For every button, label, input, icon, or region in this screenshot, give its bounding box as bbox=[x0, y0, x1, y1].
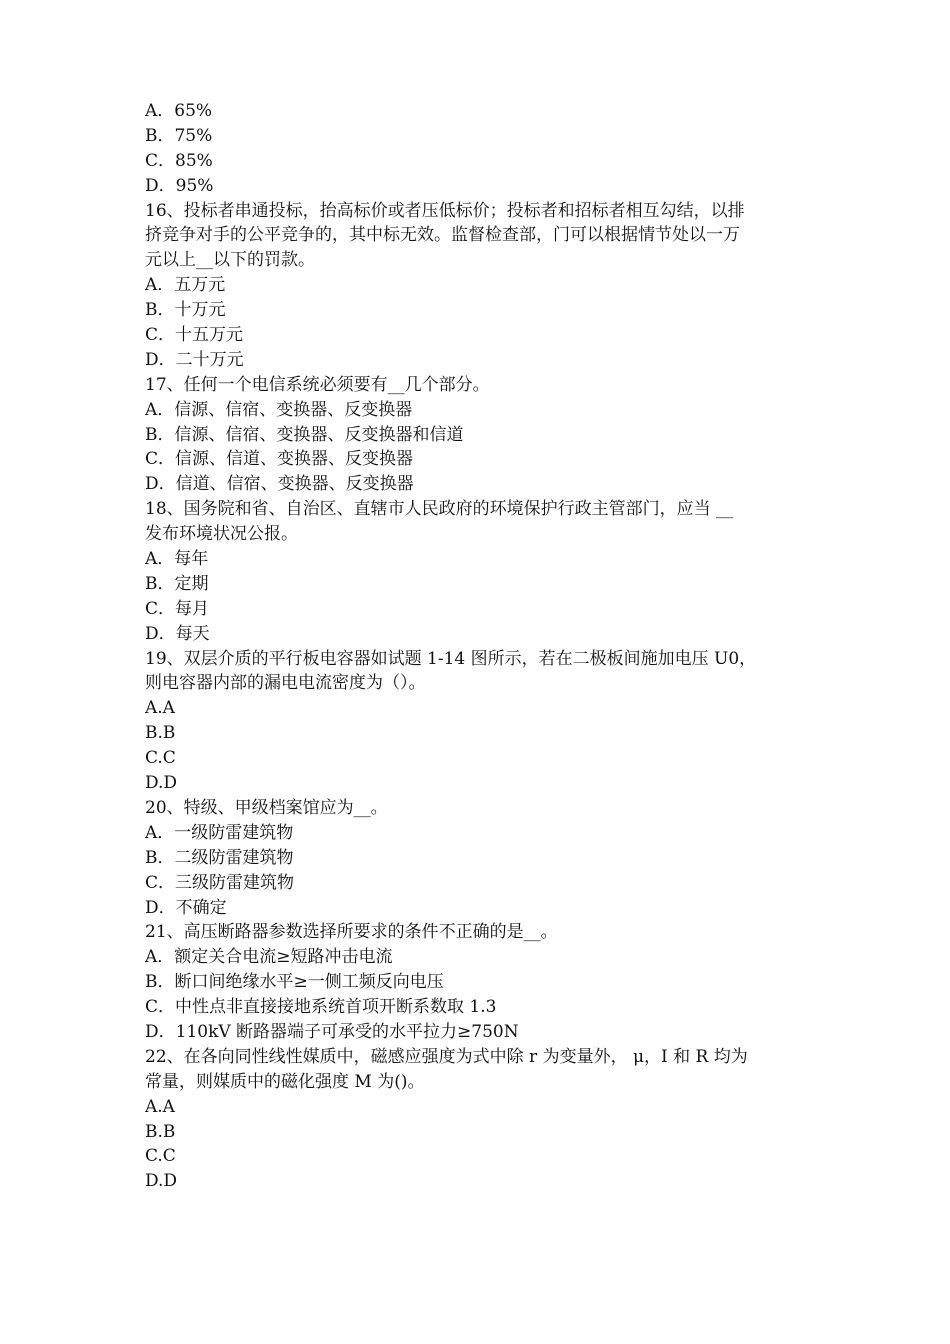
option-line: C．85% bbox=[145, 150, 213, 171]
document-page bbox=[145, 99, 815, 1194]
option-line: A．每年 bbox=[145, 549, 209, 570]
question-22-text: 22、在各向同性线性媒质中，磁感应强度为式中除 r 为变量外， μ，I 和 R 均为 bbox=[145, 1046, 748, 1067]
option-line: A.A bbox=[145, 1096, 175, 1117]
option-line: C．十五万元 bbox=[145, 325, 244, 346]
option-line: C．每月 bbox=[145, 598, 210, 619]
option-line: C．三级防雷建筑物 bbox=[145, 872, 295, 893]
option-line: D.D bbox=[145, 1171, 178, 1192]
option-line: B．定期 bbox=[145, 573, 209, 594]
option-line: A．额定关合电流≥短路冲击电流 bbox=[145, 947, 393, 968]
question-20-text: 20、特级、甲级档案馆应为__。 bbox=[145, 797, 388, 818]
option-line: C.C bbox=[145, 1146, 176, 1167]
option-line: A．五万元 bbox=[145, 275, 226, 296]
question-18-text: 发布环境状况公报。 bbox=[145, 524, 298, 545]
question-19-text: 19、双层介质的平行板电容器如试题 1-14 图所示，若在二极板间施加电压 U0， bbox=[145, 648, 757, 669]
option-line: D．不确定 bbox=[145, 897, 227, 918]
question-16-text: 16、投标者串通投标，抬高标价或者压低标价；投标者和招标者相互勾结，以排 bbox=[145, 200, 745, 221]
option-line: C．中性点非直接接地系统首项开断系数取 1.3 bbox=[145, 997, 497, 1018]
option-line: D．二十万元 bbox=[145, 349, 244, 370]
option-line: A．信源、信宿、变换器、反变换器 bbox=[145, 399, 413, 420]
question-16-text: 元以上__以下的罚款。 bbox=[145, 250, 315, 271]
option-line: C.C bbox=[145, 748, 176, 769]
question-16-text: 挤竞争对手的公平竞争的，其中标无效。监督检查部，门可以根据情节处以一万 bbox=[145, 225, 740, 246]
option-line: D．95% bbox=[145, 175, 214, 196]
question-19-text: 则电容器内部的漏电电流密度为（）。 bbox=[145, 673, 426, 694]
option-line: D．信道、信宿、变换器、反变换器 bbox=[145, 474, 414, 495]
question-22-text: 常量，则媒质中的磁化强度 M 为()。 bbox=[145, 1071, 425, 1092]
option-line: D.D bbox=[145, 773, 178, 794]
option-line: A．65% bbox=[145, 101, 213, 121]
option-line: B.B bbox=[145, 723, 176, 744]
option-line: B．信源、信宿、变换器、反变换器和信道 bbox=[145, 424, 464, 445]
question-21-text: 21、高压断路器参数选择所要求的条件不正确的是__。 bbox=[145, 922, 558, 943]
option-line: B.B bbox=[145, 1121, 176, 1142]
option-line: B．二级防雷建筑物 bbox=[145, 847, 294, 868]
option-line: B．断口间绝缘水平≥一侧工频反向电压 bbox=[145, 972, 444, 993]
question-18-text: 18、国务院和省、自治区、直辖市人民政府的环境保护行政主管部门，应当 __ bbox=[145, 499, 734, 520]
option-line: A．一级防雷建筑物 bbox=[145, 822, 294, 843]
option-line: B．十万元 bbox=[145, 300, 226, 321]
option-line: C．信源、信道、变换器、反变换器 bbox=[145, 449, 414, 470]
option-line: D．110kV 断路器端子可承受的水平拉力≥750N bbox=[145, 1021, 519, 1042]
option-line: B．75% bbox=[145, 125, 213, 146]
option-line: A.A bbox=[145, 698, 175, 719]
question-17-text: 17、任何一个电信系统必须要有__几个部分。 bbox=[145, 374, 490, 395]
option-line: D．每天 bbox=[145, 623, 210, 644]
